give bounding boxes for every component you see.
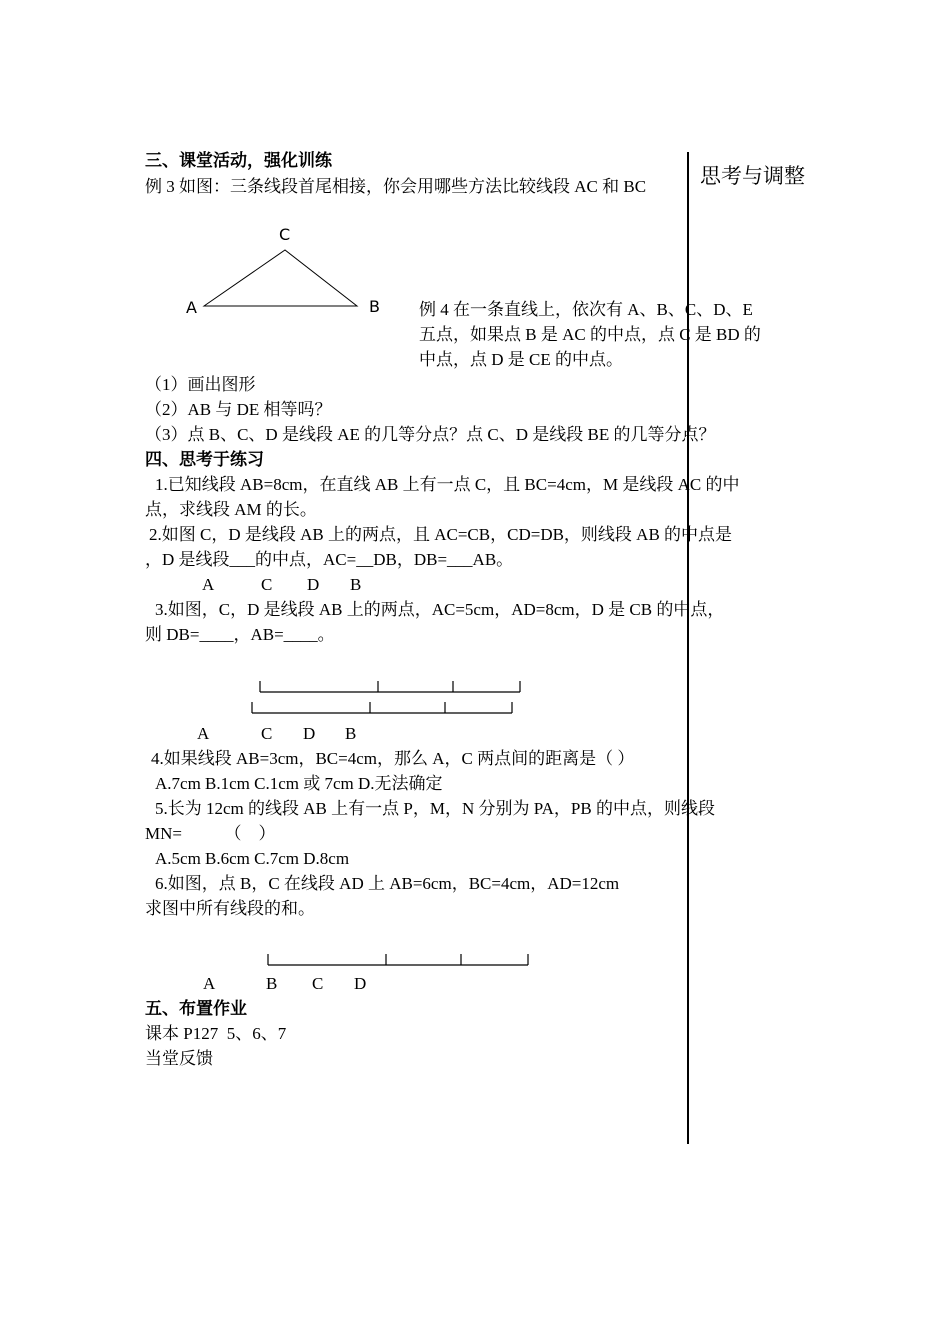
feedback-text: 当堂反馈 <box>145 1049 213 1068</box>
example3-text: 例 3 如图：三条线段首尾相接，你会用哪些方法比较线段 AC 和 BC <box>145 177 647 196</box>
segment-figure-lower <box>252 702 512 713</box>
q6-point-b: B <box>266 974 278 993</box>
triangle-label-b: B <box>369 297 380 316</box>
triangle-label-c: C <box>279 225 291 244</box>
question-3: （3）点 B、C、D 是线段 AE 的几等分点？点 C、D 是线段 BE 的几等分点？ <box>145 425 716 444</box>
q1-line-1: 1.已知线段 AB=8cm，在直线 AB 上有一点 C，且 BC=4cm，M 是线段 AC 的中 <box>155 475 740 494</box>
sidebar-title: 思考与调整 <box>700 164 805 188</box>
q4-line: 4.如果线段 AB=3cm，BC=4cm，那么 A，C 两点间的距离是（ ） <box>151 749 635 768</box>
homework-text: 课本 P127 5、6、7 <box>145 1024 287 1043</box>
q3-point-c: C <box>261 724 273 743</box>
section4-heading: 四、思考于练习 <box>145 450 264 469</box>
example4-line-3: 中点，点 D 是 CE 的中点。 <box>419 350 623 369</box>
q3-line-2: 则 DB=____，AB=____。 <box>145 625 335 644</box>
q3-point-b: B <box>345 724 357 743</box>
question-1: （1）画出图形 <box>145 375 256 394</box>
q5-line-2: MN= （ ） <box>145 824 276 843</box>
q4-options: A.7cm B.1cm C.1cm 或 7cm D.无法确定 <box>155 774 443 793</box>
q3-point-a: A <box>197 724 210 743</box>
section3-heading: 三、课堂活动，强化训练 <box>145 151 332 170</box>
q2-line-2: ，D 是线段___的中点，AC=__DB，DB=___AB。 <box>145 550 514 569</box>
q2-point-a: A <box>202 575 215 594</box>
q5-options: A.5cm B.6cm C.7cm D.8cm <box>155 849 350 868</box>
example4-line-2: 五点，如果点 B 是 AC 的中点，点 C 是 BD 的 <box>419 325 761 344</box>
example4-line-1: 例 4 在一条直线上，依次有 A、B、C、D、E <box>419 300 753 319</box>
q6-point-d: D <box>354 974 367 993</box>
segment-figure-q6 <box>268 954 528 965</box>
section5-heading: 五、布置作业 <box>145 999 247 1018</box>
q6-point-c: C <box>312 974 324 993</box>
q2-point-c: C <box>261 575 273 594</box>
q2-line-1: 2.如图 C，D 是线段 AB 上的两点，且 AC=CB，CD=DB，则线段 AB 的中点是 <box>149 525 733 544</box>
segment-figure-upper <box>260 681 520 692</box>
q2-point-d: D <box>307 575 320 594</box>
question-2: （2）AB 与 DE 相等吗？ <box>145 400 332 419</box>
q6-line-2: 求图中所有线段的和。 <box>145 899 315 918</box>
q3-point-d: D <box>303 724 316 743</box>
q1-line-2: 点，求线段 AM 的长。 <box>145 500 317 519</box>
triangle-label-a: A <box>186 298 197 317</box>
q6-point-a: A <box>203 974 216 993</box>
q6-line-1: 6.如图，点 B，C 在线段 AD 上 AB=6cm，BC=4cm，AD=12cm <box>155 874 620 893</box>
q5-line-1: 5.长为 12cm 的线段 AB 上有一点 P，M，N 分别为 PA，PB 的中点，则线段 <box>155 799 715 818</box>
q3-line-1: 3.如图，C，D 是线段 AB 上的两点，AC=5cm，AD=8cm，D 是 CB 的中点， <box>155 600 725 619</box>
q2-point-b: B <box>350 575 362 594</box>
